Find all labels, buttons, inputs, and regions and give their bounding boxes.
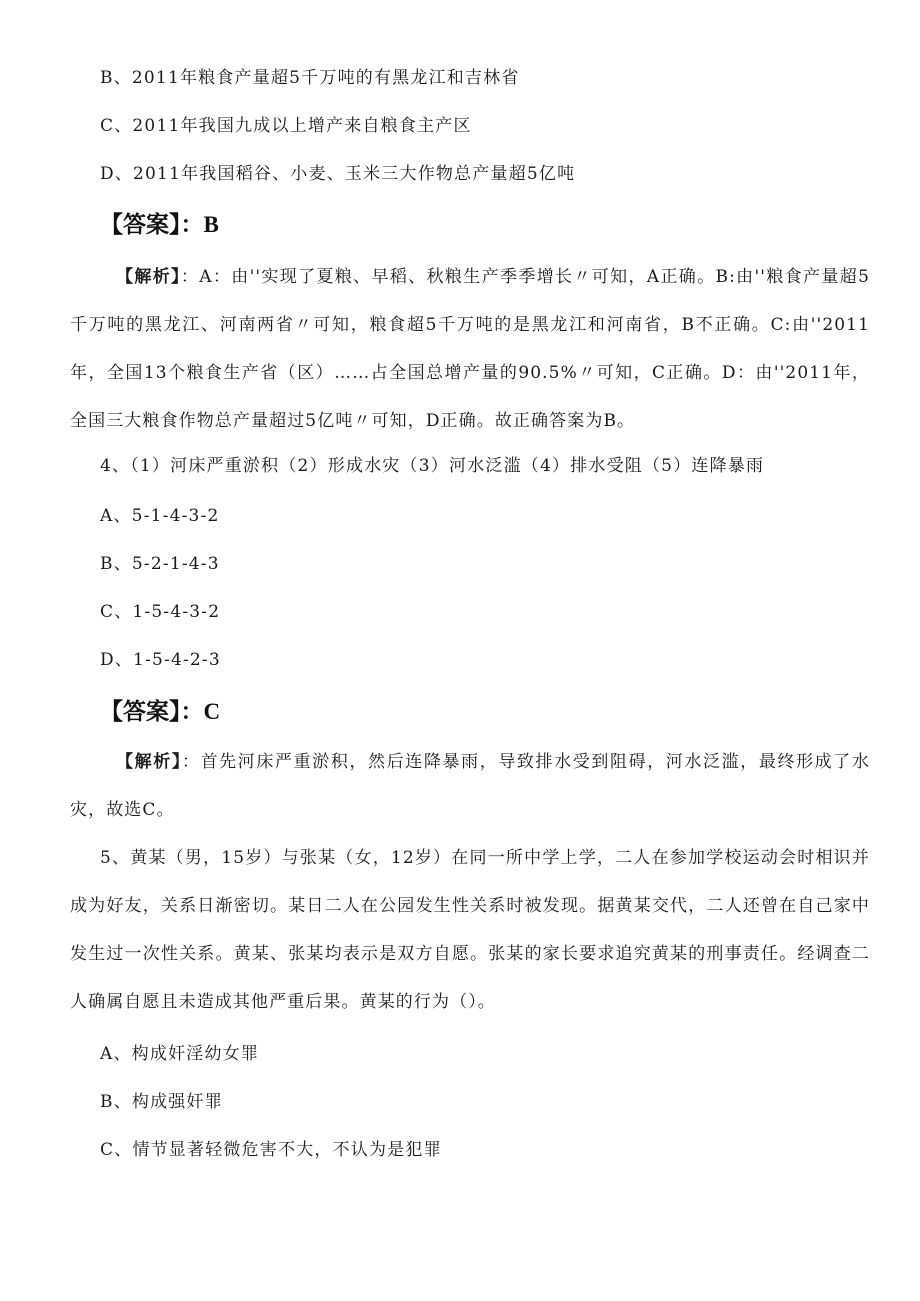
q3-option-d: D、2011年我国稻谷、小麦、玉米三大作物总产量超5亿吨 bbox=[100, 164, 576, 184]
q4-analysis bbox=[70, 738, 870, 834]
q4-analysis-text: ：首先河床严重淤积，然后连降暴雨，导致排水受到阻碍，河水泛滥，最终形成了水灾，故选C。 bbox=[70, 752, 871, 820]
q4-option-a: A、5-1-4-3-2 bbox=[100, 506, 220, 526]
q3-analysis-text: ：A：由''实现了夏粮、早稻、秋粮生产季季增长〃可知，A正确。B:由''粮食产量超5千万吨的黑龙江、河南两省〃可知，粮食超5千万吨的是黑龙江和河南省，B不正确。C:由''2011年，全国13个粮食生产省（区）……占全国总增产量的90.5%〃可知，C正确。D：由''2011年，全国三大粮食作物总产量超过5亿吨〃可知，D正确。故正确答案为B。 bbox=[70, 267, 871, 431]
q3-analysis bbox=[70, 253, 870, 445]
q4-answer: 【答案】：C bbox=[100, 699, 221, 724]
q3-answer: 【答案】：B bbox=[100, 212, 219, 237]
q3-analysis-label: 【解析】 bbox=[116, 267, 181, 287]
q4-analysis-label: 【解析】 bbox=[116, 752, 182, 772]
q5-option-c: C、情节显著轻微危害不大，不认为是犯罪 bbox=[100, 1140, 442, 1160]
q3-option-c: C、2011年我国九成以上增产来自粮食主产区 bbox=[100, 116, 472, 136]
q4-stem: 4、（1）河床严重淤积（2）形成水灾（3）河水泛滥（4）排水受阻（5）连降暴雨 bbox=[100, 456, 765, 476]
q5-stem: 5、黄某（男，15岁）与张某（女，12岁）在同一所中学上学，二人在参加学校运动会时相识并成为好友，关系日渐密切。某日二人在公园发生性关系时被发现。据黄某交代，二人还曾在自己家中发生过一次性关系。黄某、张某均表示是双方自愿。张某的家长要求追究黄某的刑事责任。经调查二人确属自愿且未造成其他严重后果。黄某的行为（）。 bbox=[70, 848, 870, 1012]
q3-option-b: B、2011年粮食产量超5千万吨的有黑龙江和吉林省 bbox=[100, 68, 520, 88]
q5-option-b: B、构成强奸罪 bbox=[100, 1092, 223, 1112]
q4-option-d: D、1-5-4-2-3 bbox=[100, 650, 221, 670]
q4-option-b: B、5-2-1-4-3 bbox=[100, 554, 220, 574]
q4-option-c: C、1-5-4-3-2 bbox=[100, 602, 221, 622]
q5-option-a: A、构成奸淫幼女罪 bbox=[100, 1044, 260, 1064]
